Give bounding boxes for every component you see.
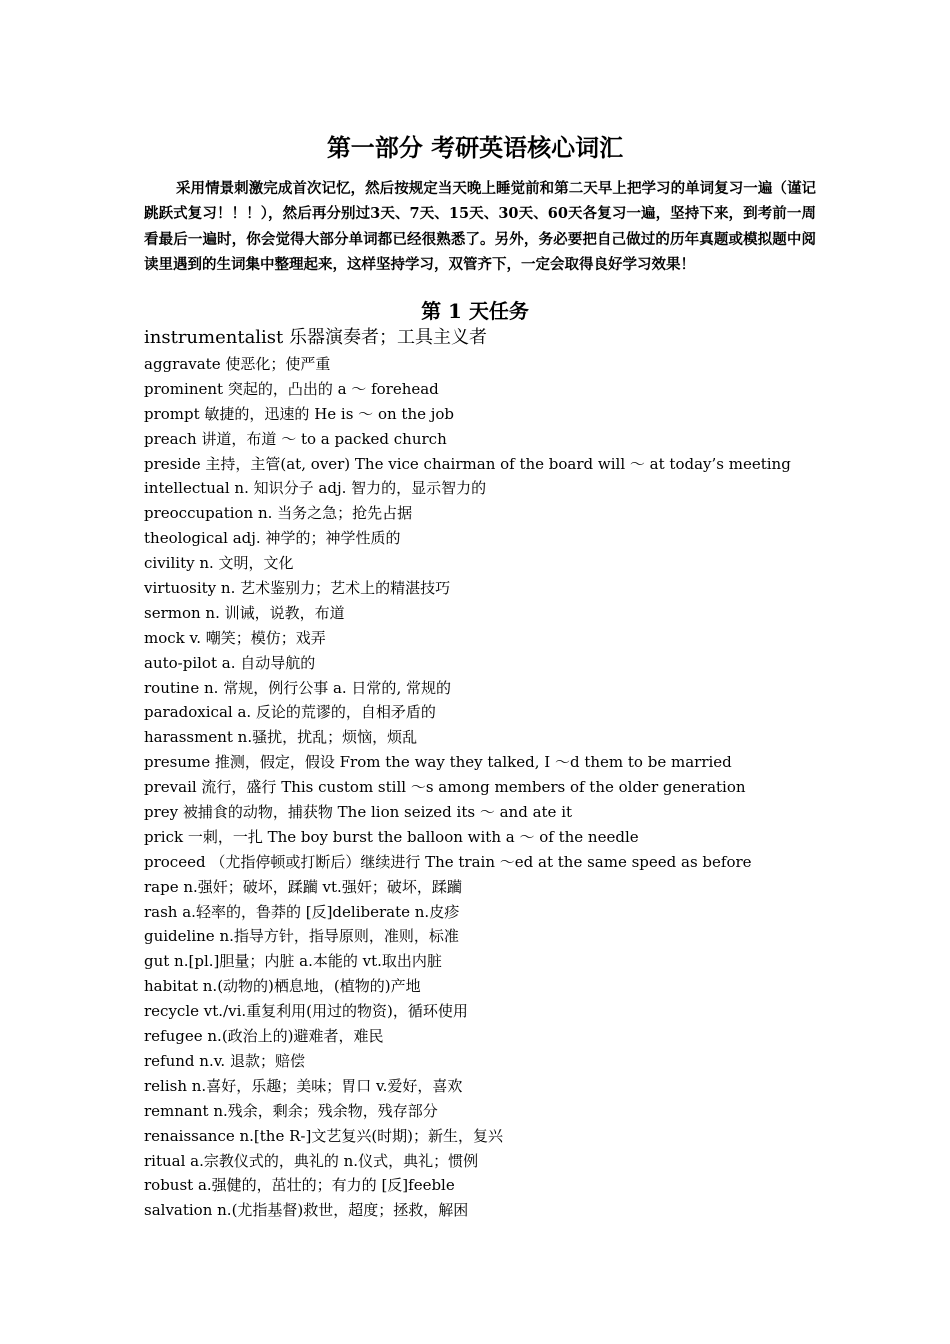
vocab-entry: harassment n.骚扰，扰乱；烦恼，烦乱 [144,728,418,747]
vocab-entry: habitat n.(动物的)栖息地，(植物的)产地 [144,977,421,996]
vocab-entry: prey 被捕食的动物，捕获物 The lion seized its ～ and ate it [144,803,573,822]
vocab-entry: prick 一刺，一扎 The boy burst the balloon with a ～ of the needle [144,827,639,846]
vocab-entry: mock v. 嘲笑；模仿；戏弄 [144,628,326,647]
vocab-entry: prompt 敏捷的，迅速的 He is ～ on the job [144,404,455,423]
intro-paragraph: 采用情景刺激完成首次记忆，然后按规定当天晚上睡觉前和第二天早上把学习的单词复习一遍（谨记跳跃式复习！！！），然后再分别过3天、7天、15天、30天、60天各复习一遍，坚持下来，到考前一周看最后一遍时，你会觉得大部分单词都已经很熟悉了。另外，务必要把自己做过的历年真题或模拟题中阅读里遇到的生词集中整理起来，这样坚持学习，双管齐下，一定会取得良好学习效果！ [144,180,816,274]
vocab-entry: gut n.[pl.]胆量；内脏 a.本能的 vt.取出内脏 [144,952,442,971]
vocab-entry: rash a.轻率的，鲁莽的 [反]deliberate n.皮疹 [144,902,460,921]
vocab-entry: civility n. 文明，文化 [144,554,294,573]
vocab-entry: refugee n.(政治上的)避难者，难民 [144,1027,384,1046]
vocab-entry: aggravate 使恶化；使严重 [144,355,331,373]
vocab-entry: relish n.喜好，乐趣；美味；胃口 v.爱好，喜欢 [144,1076,463,1095]
vocab-entry: sermon n. 训诫，说教，布道 [144,603,345,622]
vocab-entry: robust a.强健的，茁壮的；有力的 [反]feeble [144,1176,455,1195]
vocab-entry: auto-pilot a. 自动导航的 [144,653,316,672]
vocab-entry: renaissance n.[the R-]文艺复兴(时期)；新生，复兴 [144,1126,504,1145]
vocab-entry: preside 主持，主管(at, over) The vice chairman of the board will ～ at today’s meeting [144,454,791,473]
vocab-entry: refund n.v. 退款；赔偿 [144,1051,305,1070]
vocab-entry: preach 讲道，布道 ～ to a packed church [144,429,447,448]
vocab-entry: preoccupation n. 当务之急；抢先占据 [144,504,413,523]
vocab-entry: recycle vt./vi.重复利用(用过的物资)，循环使用 [144,1002,468,1021]
section-title: 第 1 天任务 [421,299,529,323]
vocab-entry: rape n.强奸；破坏，蹂躏 vt.强奸；破坏，蹂躏 [144,877,462,896]
vocab-entry: proceed （尤指停顿或打断后）继续进行 The train ～ed at the same speed as before [144,852,752,871]
vocab-entry: intellectual n. 知识分子 adj. 智力的，显示智力的 [144,479,487,498]
vocab-entry: virtuosity n. 艺术鉴别力；艺术上的精湛技巧 [144,579,451,598]
vocab-entry: salvation n.(尤指基督)救世，超度；拯救，解困 [144,1201,469,1220]
page-title: 第一部分 考研英语核心词汇 [326,133,624,162]
vocabulary-list [144,324,844,1223]
vocab-entry: prevail 流行，盛行 This custom still ～s among members of the older generation [144,778,746,797]
vocab-entry: guideline n.指导方针，指导原则，准则，标准 [144,927,459,946]
vocab-entry: ritual a.宗教仪式的，典礼的 n.仪式，典礼；惯例 [144,1151,479,1170]
vocab-entry: routine n. 常规，例行公事 a. 日常的, 常规的 [144,678,451,697]
vocab-entry: prominent 突起的，凸出的 a ～ forehead [144,379,439,398]
vocab-entry: presume 推测，假定，假设 From the way they talked, I ～d them to be married [144,753,732,772]
vocab-entry: instrumentalist 乐器演奏者；工具主义者 [144,327,488,348]
vocab-entry: paradoxical a. 反论的荒谬的，自相矛盾的 [144,703,436,722]
vocab-entry: theological adj. 神学的；神学性质的 [144,529,401,548]
vocab-entry: remnant n.残余，剩余；残余物，残存部分 [144,1101,438,1120]
